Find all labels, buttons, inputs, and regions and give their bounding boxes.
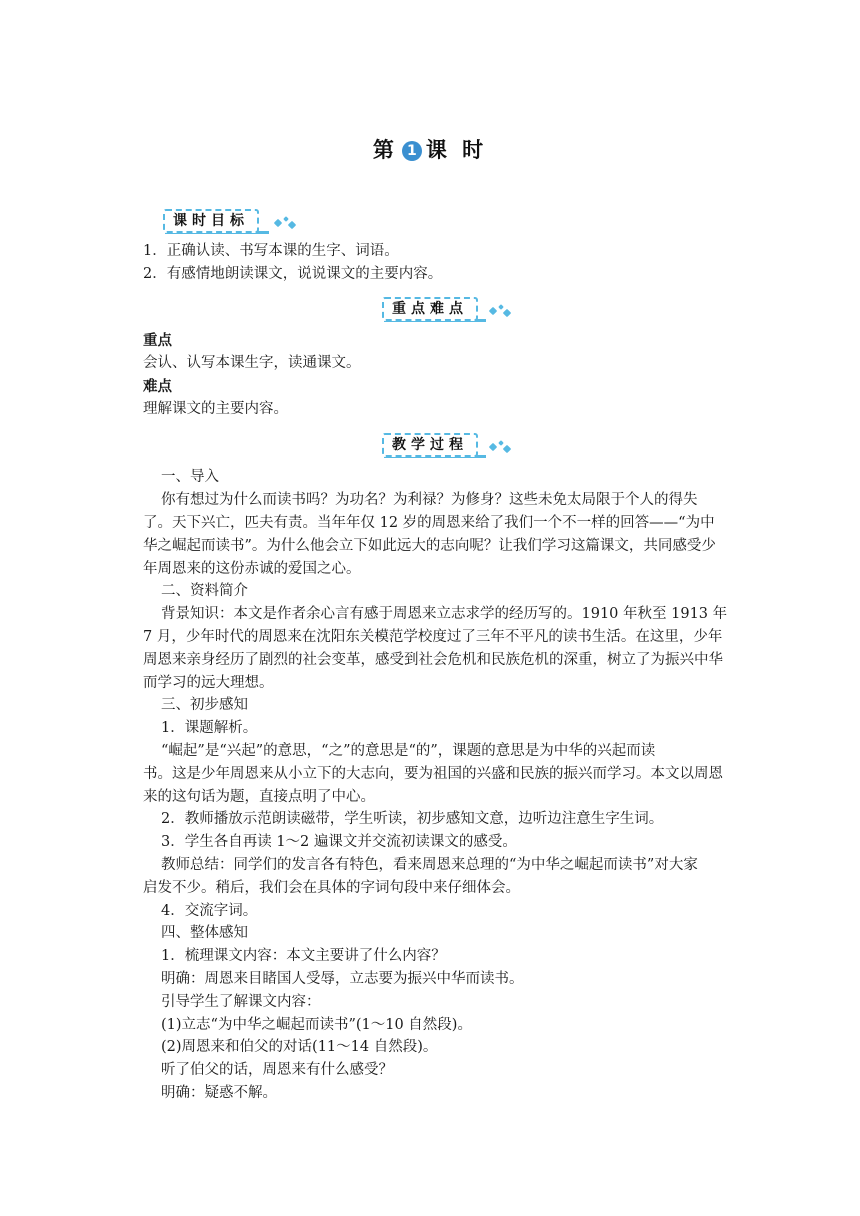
process-line: 2．教师播放示范朗读磁带，学生听读，初步感知文意，边听边注意生字生词。 (161, 811, 664, 827)
process-line: 年周恩来的这份赤诚的爱国之心。 (143, 561, 361, 577)
section-header-process (382, 433, 510, 457)
process-line: 华之崛起而读书”。为什么他会立下如此远大的志向呢？让我们学习这篇课文，共同感受少 (143, 538, 716, 554)
process-line: “崛起”是“兴起”的意思，“之”的意思是“的”，课题的意思是为中华的兴起而读 (161, 743, 656, 759)
difficult-label: 难点 (143, 379, 172, 395)
key-text: 会认、认写本课生字，读通课文。 (143, 355, 361, 371)
process-line: (2)周恩来和伯父的对话(11～14 自然段)。 (161, 1039, 438, 1055)
process-line: 启发不少。稍后，我们会在具体的字词句段中来仔细体会。 (143, 880, 520, 896)
key-label: 重点 (143, 333, 172, 349)
process-line: 4．交流字词。 (161, 903, 258, 919)
title-prefix: 第 (372, 138, 398, 162)
process-line: 而学习的远大理想。 (143, 675, 274, 691)
process-line: 3．学生各自再读 1～2 遍课文并交流初读课文的感受。 (161, 834, 517, 850)
process-line: 明确：疑惑不解。 (161, 1085, 277, 1101)
process-line: 7 月，少年时代的周恩来在沈阳东关模范学校度过了三年不平凡的读书生活。在这里，少年 (143, 629, 723, 645)
title-suffix: 课 时 (425, 138, 488, 162)
process-line: 背景知识：本文是作者余心言有感于周恩来立志求学的经历写的。1910 年秋至 1913 年 (161, 606, 728, 622)
process-line: 听了伯父的话，周恩来有什么感受？ (161, 1062, 393, 1078)
decoration-diamonds-icon (490, 304, 510, 318)
section-title: 重点难点 (382, 297, 478, 321)
section-title: 课时目标 (163, 209, 259, 233)
process-line: 了。天下兴亡，匹夫有责。当年年仅 12 岁的周恩来给了我们一个不一样的回答——“为中 (143, 515, 715, 531)
decoration-diamonds-icon (490, 440, 510, 454)
section-title: 教学过程 (382, 433, 478, 457)
process-line: 来的这句话为题，直接点明了中心。 (143, 789, 375, 805)
process-line: 三、初步感知 (161, 697, 248, 713)
process-line: 引导学生了解课文内容： (161, 994, 321, 1010)
section-header-keypoints (382, 297, 510, 321)
process-line: 1．梳理课文内容：本文主要讲了什么内容？ (161, 948, 446, 964)
section-header-goals (163, 209, 295, 233)
page-title (0, 134, 860, 164)
decoration-diamonds-icon (275, 216, 295, 230)
process-line: 四、整体感知 (161, 925, 248, 941)
process-line: 书。这是少年周恩来从小立下的大志向，要为祖国的兴盛和民族的振兴而学习。本文以周恩 (143, 766, 723, 782)
process-line: 周恩来亲身经历了剧烈的社会变革，感受到社会危机和民族危机的深重，树立了为振兴中华 (143, 652, 723, 668)
goal-item: 1．正确认读、书写本课的生字、词语。 (143, 243, 399, 259)
process-line: (1)立志“为中华之崛起而读书”(1～10 自然段)。 (161, 1017, 472, 1033)
difficult-text: 理解课文的主要内容。 (143, 401, 288, 417)
process-line: 教师总结：同学们的发言各有特色，看来周恩来总理的“为中华之崛起而读书”对大家 (161, 857, 698, 873)
process-line: 明确：周恩来目睹国人受辱，立志要为振兴中华而读书。 (161, 971, 524, 987)
lesson-number-badge: 1 (402, 141, 422, 161)
process-line: 1．课题解析。 (161, 720, 258, 736)
process-line: 一、导入 (161, 469, 219, 485)
process-line: 你有想过为什么而读书吗？为功名？为利禄？为修身？这些未免太局限于个人的得失 (161, 492, 698, 508)
goal-item: 2．有感情地朗读课文，说说课文的主要内容。 (143, 266, 443, 282)
process-line: 二、资料简介 (161, 583, 248, 599)
